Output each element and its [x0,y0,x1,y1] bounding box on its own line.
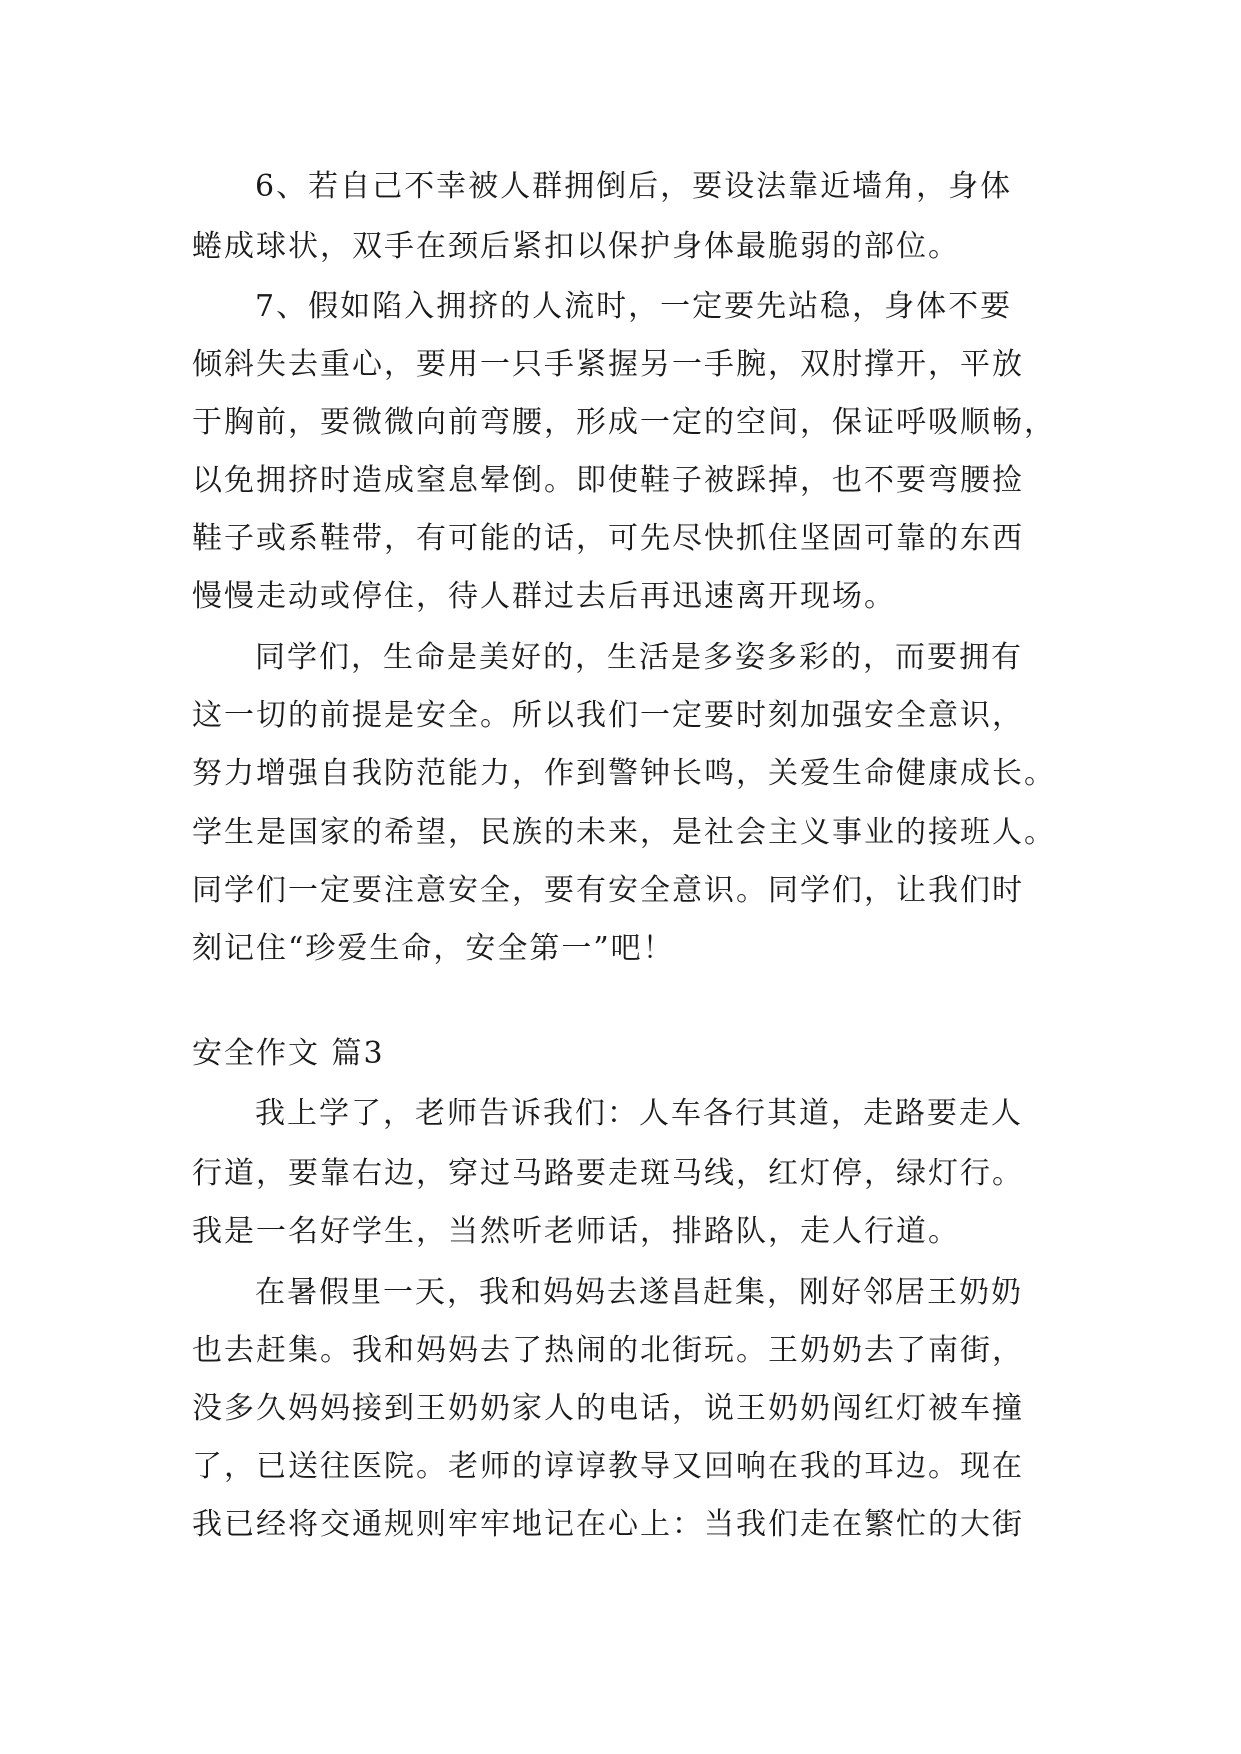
text-line: 7、假如陷入拥挤的人流时，一定要先站稳，身体不要 [255,289,1013,324]
text-line: 了，已送往医院。老师的谆谆教导又回响在我的耳边。现在 [192,1449,1024,1484]
text-line: 鞋子或系鞋带，有可能的话，可先尽快抓住坚固可靠的东西 [192,521,1024,556]
text-line: 我是一名好学生，当然听老师话，排路队，走人行道。 [192,1214,960,1249]
section-heading: 安全作文 篇3 [192,1036,385,1071]
text-line: 刻记住“珍爱生命，安全第一”吧！ [192,931,675,966]
text-line: 于胸前，要微微向前弯腰，形成一定的空间，保证呼吸顺畅， [192,405,1056,440]
text-line: 倾斜失去重心，要用一只手紧握另一手腕，双肘撑开，平放 [192,347,1024,382]
text-line: 没多久妈妈接到王奶奶家人的电话，说王奶奶闯红灯被车撞 [192,1391,1024,1426]
text-line: 我已经将交通规则牢牢地记在心上：当我们走在繁忙的大街 [192,1507,1024,1542]
text-line: 努力增强自我防范能力，作到警钟长鸣，关爱生命健康成长。 [192,756,1056,791]
text-line: 同学们一定要注意安全，要有安全意识。同学们，让我们时 [192,873,1024,908]
text-line: 学生是国家的希望，民族的未来，是社会主义事业的接班人。 [192,815,1056,850]
text-line: 也去赶集。我和妈妈去了热闹的北街玩。王奶奶去了南街， [192,1333,1024,1368]
text-line: 慢慢走动或停住，待人群过去后再迅速离开现场。 [192,579,896,614]
text-line: 以免拥挤时造成窒息晕倒。即使鞋子被踩掉，也不要弯腰捡 [192,463,1024,498]
text-line: 蜷成球状，双手在颈后紧扣以保护身体最脆弱的部位。 [192,229,960,264]
text-line: 在暑假里一天，我和妈妈去遂昌赶集，刚好邻居王奶奶 [255,1275,1023,1310]
text-line: 这一切的前提是安全。所以我们一定要时刻加强安全意识， [192,698,1024,733]
text-line: 6、若自己不幸被人群拥倒后，要设法靠近墙角，身体 [255,169,1013,204]
text-line: 我上学了，老师告诉我们：人车各行其道，走路要走人 [255,1096,1023,1131]
text-line: 行道，要靠右边，穿过马路要走斑马线，红灯停，绿灯行。 [192,1156,1024,1191]
text-line: 同学们，生命是美好的，生活是多姿多彩的，而要拥有 [255,640,1023,675]
